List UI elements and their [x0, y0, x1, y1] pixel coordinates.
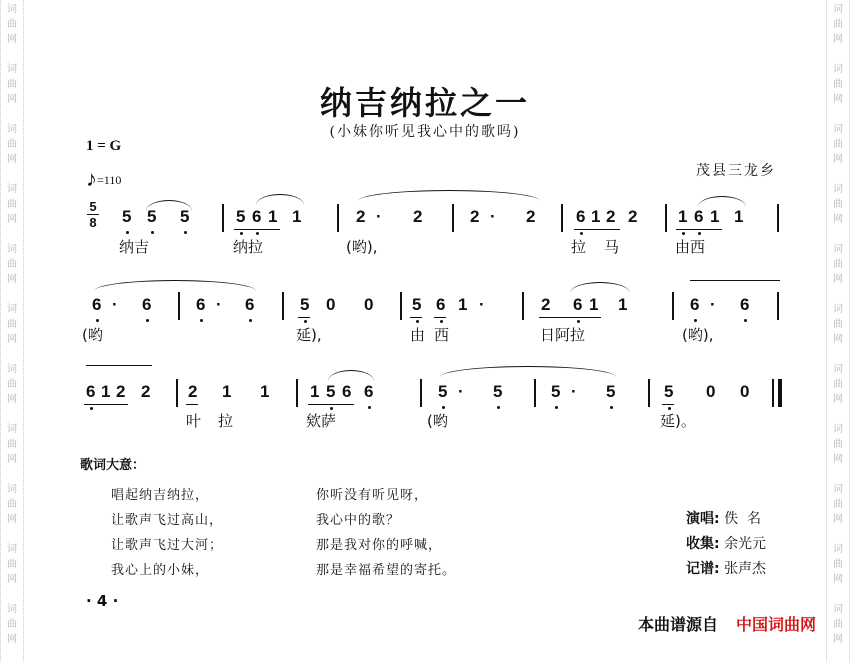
- lyric: 日阿拉: [540, 326, 586, 344]
- page-number: · 4 ·: [86, 592, 119, 610]
- lyric: 叶: [186, 412, 202, 430]
- slur: [358, 190, 540, 201]
- slur: [256, 194, 304, 205]
- score-note: 2: [606, 207, 616, 226]
- score-note: 6: [740, 295, 750, 314]
- tie-line: [86, 365, 152, 376]
- watermark-text: 词 曲 网: [7, 484, 17, 525]
- lyric: 由: [410, 326, 426, 344]
- octave-dot: [442, 406, 445, 409]
- credit-value: 佚 名: [724, 511, 761, 527]
- score-note: 6: [436, 295, 446, 314]
- credit-label: 演唱:: [686, 511, 720, 527]
- score-note: 6: [342, 382, 352, 401]
- score-note: 2: [116, 382, 126, 401]
- score-note: 1: [734, 207, 744, 226]
- score-note: 1: [260, 382, 270, 401]
- score-note: ·: [490, 207, 496, 226]
- lyric: 纳拉: [233, 238, 264, 256]
- tie-line: [690, 280, 780, 291]
- score-note: 1: [589, 295, 599, 314]
- score-note: 6: [196, 295, 206, 314]
- meaning-line: 你听没有听见呀，: [316, 488, 429, 503]
- octave-dot: [184, 231, 187, 234]
- score-note: 6: [690, 295, 700, 314]
- octave-dot: [126, 231, 129, 234]
- meaning-line: 我心中的歌？: [316, 513, 401, 528]
- key-signature: 1 = G: [86, 138, 122, 154]
- octave-dot: [240, 232, 243, 235]
- score-note: 5: [180, 207, 190, 226]
- credit-collector: [686, 533, 766, 553]
- lyric: 拉: [218, 412, 234, 430]
- watermark-text: 词 曲 网: [833, 304, 843, 345]
- credit-label: 记谱:: [686, 561, 720, 577]
- watermark-text: 词 曲 网: [7, 304, 17, 345]
- barline: [337, 204, 339, 232]
- meaning-line: 我心上的小妹，: [111, 563, 210, 578]
- slur: [698, 196, 746, 207]
- underline-beam: [186, 404, 198, 405]
- octave-dot: [440, 320, 443, 323]
- slur: [146, 200, 192, 211]
- final-barline: [778, 379, 782, 407]
- score-note: 6: [252, 207, 262, 226]
- slur: [570, 282, 630, 293]
- credit-label: 收集:: [686, 536, 720, 552]
- score-note: 2: [356, 207, 366, 226]
- barline: [420, 379, 422, 407]
- octave-dot: [744, 319, 747, 322]
- octave-dot: [555, 406, 558, 409]
- underline-beam: [234, 229, 280, 230]
- watermark-text: 词 曲 网: [833, 124, 843, 165]
- score-note: 2: [188, 382, 198, 401]
- score-note: ·: [479, 295, 485, 314]
- octave-dot: [256, 232, 259, 235]
- source-text: 本曲谱源自: [637, 615, 718, 634]
- watermark-text: 词 曲 网: [7, 124, 17, 165]
- score-note: 6: [694, 207, 704, 226]
- score-note: 5: [606, 382, 616, 401]
- watermark-text: 词 曲 网: [833, 424, 843, 465]
- meaning-line: 那是幸福希望的寄托。: [316, 563, 457, 578]
- score-note: ·: [710, 295, 716, 314]
- score-note: 1: [710, 207, 720, 226]
- score-note: 1: [292, 207, 302, 226]
- song-origin: 茂县三龙乡: [696, 163, 776, 179]
- slur: [94, 280, 256, 291]
- meaning-line: 那是我对你的呼喊，: [316, 538, 443, 553]
- score-note: 6: [92, 295, 102, 314]
- barline: [452, 204, 454, 232]
- octave-dot: [497, 406, 500, 409]
- barline: [672, 292, 674, 320]
- lyric: (哟),: [346, 238, 378, 256]
- score-note: 6: [245, 295, 255, 314]
- score-note: ·: [458, 382, 464, 401]
- score-note: 5: [438, 382, 448, 401]
- watermark-text: 词 曲 网: [833, 184, 843, 225]
- octave-dot: [698, 232, 701, 235]
- octave-dot: [304, 320, 307, 323]
- octave-dot: [90, 407, 93, 410]
- score-note: 2: [541, 295, 551, 314]
- barline: [777, 292, 779, 320]
- barline: [282, 292, 284, 320]
- octave-dot: [416, 320, 419, 323]
- underline-beam: [539, 317, 601, 318]
- watermark-text: 词 曲 网: [7, 184, 17, 225]
- score-note: 1: [310, 382, 320, 401]
- lyric: 延),: [296, 326, 322, 344]
- source-attribution: [638, 612, 816, 635]
- score-note: 6: [573, 295, 583, 314]
- song-subtitle: (小妹你听见我心中的歌吗): [329, 124, 521, 140]
- score-note: 5: [326, 382, 336, 401]
- score-note: 6: [576, 207, 586, 226]
- watermark-text: 词 曲 网: [833, 544, 843, 585]
- watermark-text: 词 曲 网: [7, 364, 17, 405]
- underline-beam: [410, 317, 422, 318]
- score-note: 0: [364, 295, 374, 314]
- score-note: 6: [364, 382, 374, 401]
- score-note: 1: [458, 295, 468, 314]
- score-note: 6: [142, 295, 152, 314]
- score-note: 5: [122, 207, 132, 226]
- score-note: 0: [740, 382, 750, 401]
- meaning-line: 让歌声飞过大河；: [111, 538, 224, 553]
- watermark-text: 词 曲 网: [7, 424, 17, 465]
- lyric: 由西: [675, 238, 706, 256]
- watermark-text: 词 曲 网: [7, 544, 17, 585]
- octave-dot: [580, 232, 583, 235]
- score-note: 2: [470, 207, 480, 226]
- barline: [222, 204, 224, 232]
- score-note: 1: [268, 207, 278, 226]
- score-note: 0: [326, 295, 336, 314]
- score-note: 0: [706, 382, 716, 401]
- credit-value: 余光元: [724, 536, 767, 552]
- score-note: 1: [618, 295, 628, 314]
- score-note: ·: [112, 295, 118, 314]
- lyric: 西: [434, 326, 450, 344]
- underline-beam: [84, 404, 128, 405]
- score-note: ·: [571, 382, 577, 401]
- barline: [178, 292, 180, 320]
- underline-beam: [298, 317, 310, 318]
- watermark-text: 词 曲 网: [7, 64, 17, 105]
- barline: [777, 204, 779, 232]
- time-signature-top: 5: [89, 199, 97, 214]
- tempo-marking: [86, 166, 121, 192]
- lyric: 拉: [571, 238, 587, 256]
- underline-beam: [574, 229, 620, 230]
- slur: [440, 366, 616, 377]
- score-note: 5: [412, 295, 422, 314]
- credit-transcriber: [686, 558, 766, 578]
- barline: [296, 379, 298, 407]
- score-note: 1: [678, 207, 688, 226]
- lyric: 纳吉: [119, 238, 150, 256]
- octave-dot: [368, 406, 371, 409]
- octave-dot: [577, 320, 580, 323]
- underline-beam: [434, 317, 446, 318]
- octave-dot: [694, 319, 697, 322]
- meaning-line: 让歌声飞过高山，: [111, 513, 224, 528]
- octave-dot: [330, 407, 333, 410]
- lyric: (哟),: [682, 326, 714, 344]
- score-note: 5: [236, 207, 246, 226]
- barline: [665, 204, 667, 232]
- credit-singer: [686, 508, 761, 528]
- octave-dot: [249, 319, 252, 322]
- watermark-text: 词 曲 网: [833, 364, 843, 405]
- score-note: 5: [664, 382, 674, 401]
- score-note: 5: [300, 295, 310, 314]
- barline: [400, 292, 402, 320]
- watermark-text: 词 曲 网: [7, 244, 17, 285]
- score-note: 2: [526, 207, 536, 226]
- eighth-note-icon: ♪: [86, 166, 97, 191]
- score-note: 5: [551, 382, 561, 401]
- underline-beam: [662, 404, 674, 405]
- octave-dot: [200, 319, 203, 322]
- octave-dot: [668, 407, 671, 410]
- lyric: 马: [604, 238, 620, 256]
- song-title: 纳吉纳拉之一: [319, 84, 530, 122]
- octave-dot: [682, 232, 685, 235]
- watermark-text: 词 曲 网: [833, 64, 843, 105]
- meaning-line: 唱起纳吉纳拉，: [111, 488, 210, 503]
- underline-beam: [676, 229, 722, 230]
- time-signature: [84, 200, 102, 229]
- watermark-text: 词 曲 网: [833, 244, 843, 285]
- barline: [648, 379, 650, 407]
- score-note: ·: [376, 207, 382, 226]
- barline: [772, 379, 774, 407]
- barline: [522, 292, 524, 320]
- score-note: 5: [147, 207, 157, 226]
- score-note: 2: [413, 207, 423, 226]
- lyric: 延)。: [660, 412, 696, 430]
- score-note: 2: [141, 382, 151, 401]
- credit-value: 张声杰: [724, 561, 767, 577]
- watermark-text: 词 曲 网: [833, 4, 843, 45]
- lyric: (哟: [427, 412, 448, 430]
- score-note: 5: [493, 382, 503, 401]
- underline-beam: [308, 404, 354, 405]
- source-brand-link[interactable]: 中国词曲网: [735, 615, 816, 634]
- watermark-text: 词 曲 网: [833, 484, 843, 525]
- score-note: 2: [628, 207, 638, 226]
- barline: [534, 379, 536, 407]
- watermark-text: 词 曲 网: [7, 4, 17, 45]
- watermark-text: 词 曲 网: [7, 604, 17, 645]
- barline: [176, 379, 178, 407]
- score-note: 1: [222, 382, 232, 401]
- tempo-value: =110: [97, 173, 122, 187]
- score-note: 1: [101, 382, 111, 401]
- score-note: 1: [591, 207, 601, 226]
- octave-dot: [146, 319, 149, 322]
- time-signature-bottom: 8: [89, 215, 97, 230]
- octave-dot: [96, 319, 99, 322]
- score-note: ·: [216, 295, 222, 314]
- meaning-heading: 歌词大意：: [80, 458, 146, 473]
- slur: [328, 370, 374, 381]
- octave-dot: [610, 406, 613, 409]
- lyric: 欸萨: [306, 412, 337, 430]
- barline: [561, 204, 563, 232]
- lyric: (哟: [82, 326, 103, 344]
- octave-dot: [151, 231, 154, 234]
- score-note: 6: [86, 382, 96, 401]
- watermark-text: 词 曲 网: [833, 604, 843, 645]
